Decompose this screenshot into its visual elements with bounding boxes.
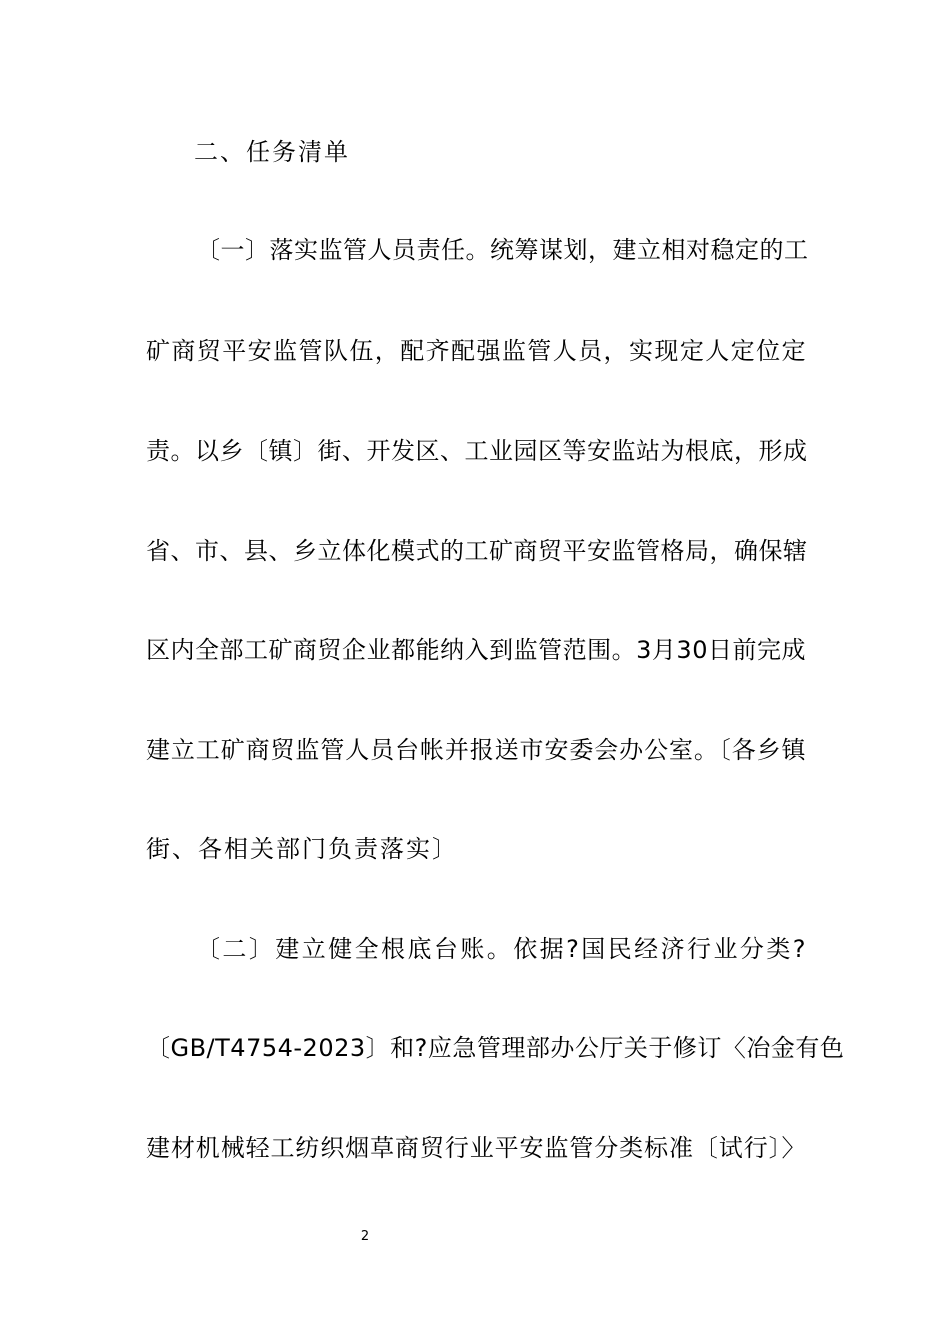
paragraph-1-line-5: 区内全部工矿商贸企业都能纳入到监管范围。3月30日前完成	[146, 636, 806, 664]
paragraph-1-line-6: 建立工矿商贸监管人员台帐并报送市安委会办公室。〔各乡镇	[146, 736, 806, 764]
paragraph-2-line-2: 〔GB/T4754-2023〕和?应急管理部办公厅关于修订〈冶金有色	[146, 1034, 845, 1062]
paragraph-1-line-7: 街、各相关部门负责落实〕	[146, 835, 458, 863]
paragraph-1-line-3: 责。以乡〔镇〕街、开发区、工业园区等安监站为根底，形成	[146, 437, 808, 465]
paragraph-1-line-2: 矿商贸平安监管队伍，配齐配强监管人员，实现定人定位定	[146, 337, 806, 365]
page-number: 2	[360, 1229, 370, 1244]
section-heading: 二、任务清单	[194, 138, 350, 166]
paragraph-2-line-3: 建材机械轻工纺织烟草商贸行业平安监管分类标准〔试行〕〉	[146, 1134, 806, 1162]
paragraph-2-line-1: 〔二〕建立健全根底台账。依据?国民经济行业分类?	[196, 935, 806, 963]
paragraph-1-line-4: 省、市、县、乡立体化模式的工矿商贸平安监管格局，确保辖	[146, 537, 808, 565]
paragraph-1-line-1: 〔一〕落实监管人员责任。统筹谋划，建立相对稳定的工	[196, 236, 809, 264]
